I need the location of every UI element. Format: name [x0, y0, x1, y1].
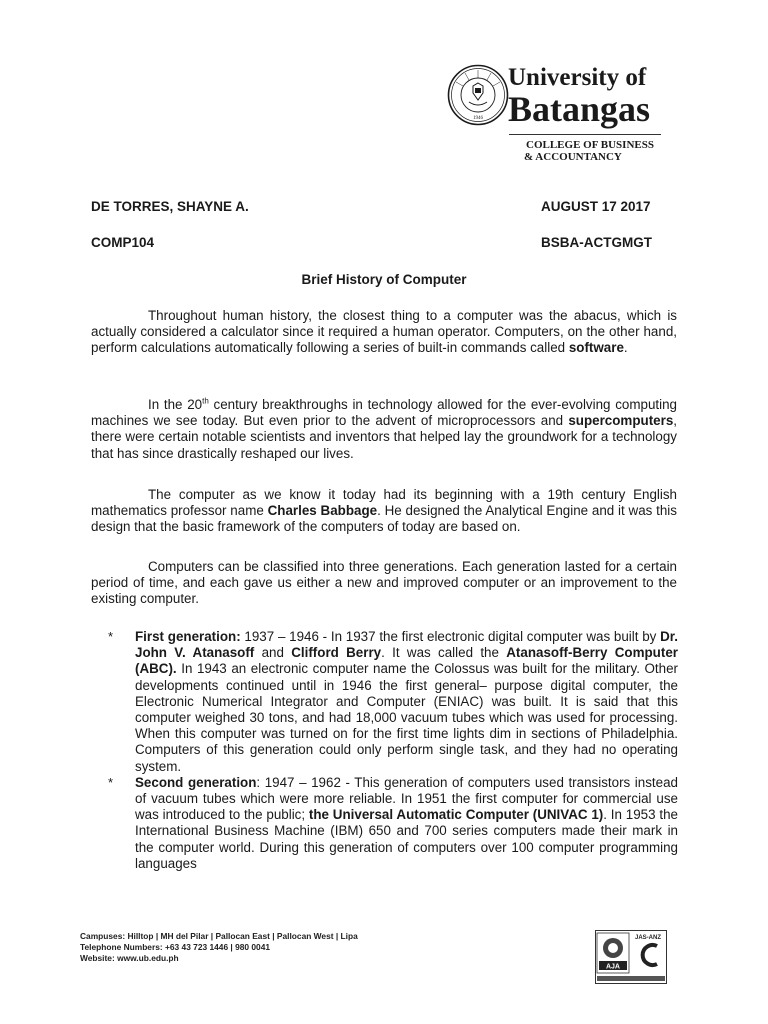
college-name-line2: & ACCOUNTANCY — [524, 151, 622, 163]
bullet-star-icon: * — [108, 774, 114, 790]
b2-text-c: . In 1953 the International Business Machine (IBM) 650 and 700 series computers made their mark in the computer world. During this generation of computers over 100 computer programming languages — [135, 807, 678, 871]
bullet-star-icon: * — [108, 629, 114, 644]
p3-text-a: The computer as we know it today had its beginning with a 19th century English mathematics professor name — [91, 487, 677, 519]
svg-text:1946: 1946 — [473, 116, 483, 121]
b1-text-e: . It was called the — [381, 645, 507, 661]
p1-text: Throughout human history, the closest thing to a computer was the abacus, which is actually considered a calculator since it required a human operator. Computers, on the other hand, perform calculations automatically following a series of built-in commands called — [91, 308, 677, 356]
p3-bold-babbage: Charles Babbage — [267, 503, 378, 519]
p1-bold-software: software — [568, 340, 624, 356]
cert-jasanz-label: JAS-ANZ — [634, 935, 662, 941]
footer-website: Website: www.ub.edu.ph — [80, 953, 179, 963]
b1-bold-berry: Clifford Berry — [291, 645, 382, 661]
first-generation-label: First generation: — [135, 629, 241, 644]
p2-text-a: In the 20 — [148, 397, 203, 412]
paragraph-1 — [91, 308, 677, 357]
b1-text-g: In 1943 an electronic computer name the Colossus was built for the military. Other developments continued until in 1946 the first general– purpose digital computer, the Electronic Numerical Integrator and Computer (ENIAC) was built. It is said that this computer weighed 30 tons, and had 18,000 vacuum tubes which was used for processing. When this computer was turned on for the first time lights dim in sections of Philadelphia. Computers of this generation could only perform single task, and they had no operating system. — [135, 661, 678, 774]
footer-phones: Telephone Numbers: +63 43 723 1446 | 980 0041 — [80, 942, 271, 952]
student-name: DE TORRES, SHAYNE A. — [91, 199, 249, 214]
second-generation-label: Second generation — [135, 774, 257, 790]
b1-bold-abc: Atanasoff-Berry Computer (ABC). — [135, 645, 678, 677]
b2-bold-univac: the Universal Automatic Computer (UNIVAC 1) — [308, 807, 604, 823]
generations-list — [108, 629, 678, 872]
paragraph-2 — [91, 397, 677, 462]
p4-text: Computers can be classified into three generations. Each generation lasted for a certain period of time, and each gave us either a new and improved computer or an improvement to the existing computer. — [91, 559, 677, 607]
b1-text-c: and — [254, 645, 292, 661]
document-date: AUGUST 17 2017 — [541, 199, 651, 214]
p2-superscript: th — [202, 396, 209, 406]
p2-bold-supercomputers: supercomputers — [568, 413, 674, 429]
college-name-line1: COLLEGE OF BUSINESS — [526, 139, 654, 151]
certification-mark-icon — [595, 930, 667, 984]
p1-end: . — [623, 340, 628, 356]
paragraph-3 — [91, 487, 677, 536]
course-code: COMP104 — [91, 235, 155, 250]
p2-text-b: century breakthroughs in technology allowed for the ever-evolving computing machines we see today. But even prior to the advent of microprocessors and — [91, 397, 677, 429]
p2-text-d: , there were certain notable scientists and inventors that helped lay the groundwork for a technology that has since drastically reshaped our lives. — [91, 413, 677, 461]
footer — [80, 931, 358, 964]
p3-text-c: . He designed the Analytical Engine and it was this design that the basic framework of the computers of today are based on. — [91, 503, 677, 535]
university-name-line2: Batangas — [508, 89, 651, 129]
list-item — [108, 629, 678, 775]
program-code: BSBA-ACTGMGT — [541, 235, 652, 250]
list-item — [108, 775, 678, 872]
university-name — [508, 64, 650, 127]
cert-aja-label: AJA — [605, 963, 621, 971]
university-name-line1: University of — [508, 64, 647, 91]
b2-text-a: : 1947 – 1962 - This generation of computers used transistors instead of vacuum tubes which were more reliable. In 1951 the first computer for commercial use was introduced to the public; — [135, 774, 678, 823]
letterhead-divider — [509, 134, 661, 135]
b1-text-a: 1937 – 1946 - In 1937 the first electronic digital computer was built by — [240, 629, 661, 644]
letterhead — [447, 64, 677, 164]
university-seal-icon — [447, 64, 509, 126]
b1-bold-atanasoff: Dr. John V. Atanasoff — [135, 629, 678, 661]
footer-campuses: Campuses: Hilltop | MH del Pilar | Pallocan East | Pallocan West | Lipa — [80, 931, 358, 941]
paragraph-4 — [91, 559, 677, 608]
document-title: Brief History of Computer — [301, 272, 467, 287]
college-name — [526, 139, 654, 163]
